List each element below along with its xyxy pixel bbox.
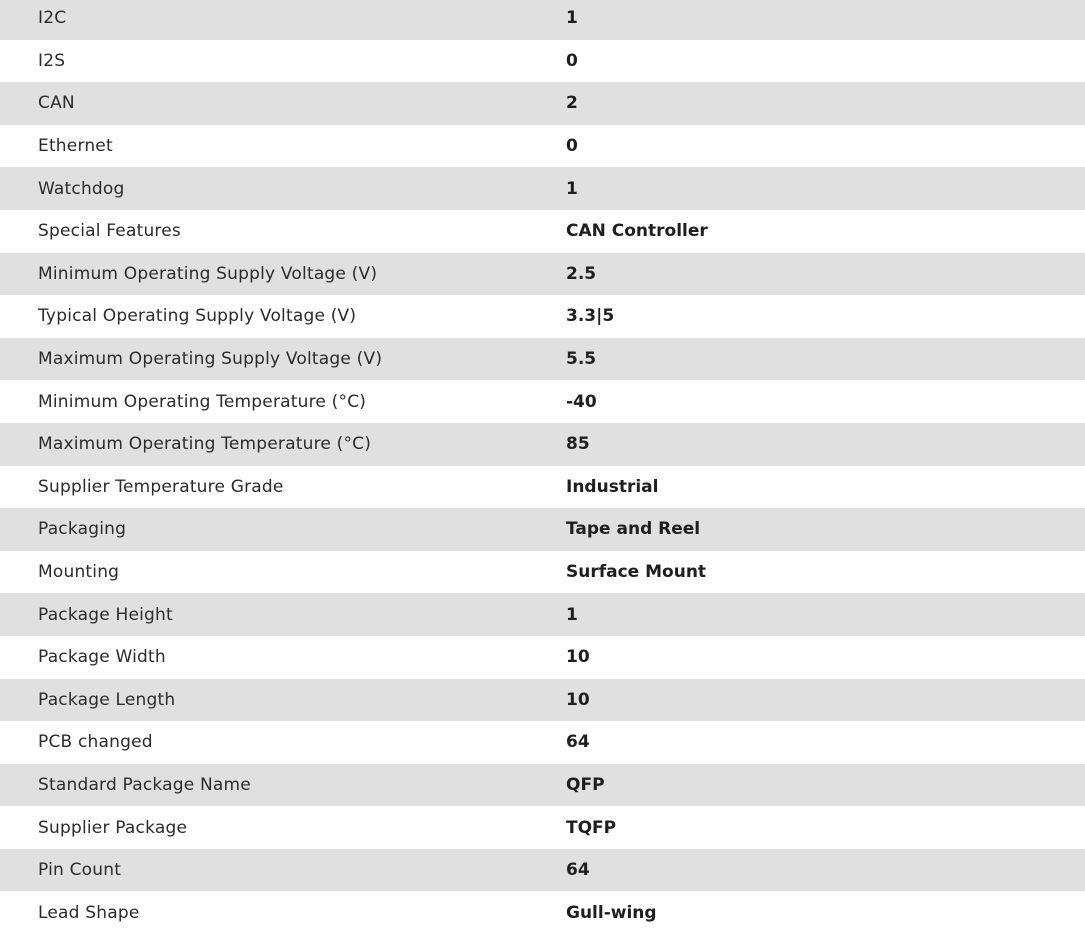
spec-row: [0, 679, 1085, 722]
spec-row: [0, 338, 1085, 381]
spec-row: [0, 0, 1085, 40]
spec-value: 0: [566, 136, 578, 157]
spec-row: [0, 593, 1085, 636]
spec-row: [0, 167, 1085, 210]
spec-value: -40: [566, 391, 597, 412]
spec-label: Package Height: [0, 593, 566, 636]
spec-label: Typical Operating Supply Voltage (V): [38, 306, 357, 327]
spec-row: [0, 82, 1085, 125]
spec-label: Lead Shape: [38, 902, 140, 923]
spec-label: Maximum Operating Supply Voltage (V): [0, 338, 566, 381]
spec-label: Package Width: [38, 647, 166, 668]
spec-label: Supplier Package: [38, 817, 188, 838]
spec-row: [0, 764, 1085, 807]
spec-row: [0, 40, 1085, 83]
spec-row: [0, 466, 1085, 509]
spec-label: Standard Package Name: [0, 764, 566, 807]
spec-value: Tape and Reel: [566, 508, 1085, 551]
spec-label: Special Features: [38, 221, 181, 242]
spec-label: Watchdog: [0, 167, 566, 210]
spec-label: CAN: [0, 82, 566, 125]
spec-row: [0, 125, 1085, 168]
spec-value: Gull-wing: [566, 902, 657, 923]
spec-value: 85: [566, 423, 1085, 466]
spec-row: [0, 380, 1085, 423]
spec-value: Industrial: [566, 476, 659, 497]
spec-row: [0, 849, 1085, 892]
spec-label: I2C: [0, 0, 566, 40]
spec-label: Ethernet: [38, 136, 113, 157]
spec-label: Supplier Temperature Grade: [38, 476, 284, 497]
spec-row: [0, 508, 1085, 551]
spec-label: Mounting: [38, 562, 120, 583]
spec-value: 1: [566, 167, 1085, 210]
spec-value: 10: [566, 647, 590, 668]
spec-row: [0, 721, 1085, 764]
spec-value: 64: [566, 732, 590, 753]
spec-value: CAN Controller: [566, 221, 708, 242]
spec-row: [0, 423, 1085, 466]
spec-row: [0, 806, 1085, 849]
spec-label: Minimum Operating Temperature (°C): [38, 391, 367, 412]
spec-row: [0, 636, 1085, 679]
spec-value: 1: [566, 593, 1085, 636]
spec-value: 3.3|5: [566, 306, 615, 327]
spec-value: 5.5: [566, 338, 1085, 381]
spec-label: Packaging: [0, 508, 566, 551]
spec-value: 2.5: [566, 253, 1085, 296]
spec-label: Maximum Operating Temperature (°C): [0, 423, 566, 466]
spec-value: 10: [566, 679, 1085, 722]
spec-value: 64: [566, 849, 1085, 892]
spec-label: Pin Count: [0, 849, 566, 892]
spec-row: [0, 253, 1085, 296]
spec-row: [0, 551, 1085, 594]
spec-value: TQFP: [566, 817, 617, 838]
spec-label: Package Length: [0, 679, 566, 722]
spec-label: PCB changed: [38, 732, 153, 753]
spec-value: 1: [566, 0, 1085, 40]
spec-row: [0, 891, 1085, 934]
spec-row: [0, 295, 1085, 338]
spec-value: 2: [566, 82, 1085, 125]
spec-label: I2S: [38, 50, 66, 71]
spec-value: Surface Mount: [566, 562, 707, 583]
spec-value: 0: [566, 50, 578, 71]
spec-value: QFP: [566, 764, 1085, 807]
spec-label: Minimum Operating Supply Voltage (V): [0, 253, 566, 296]
spec-row: [0, 210, 1085, 253]
